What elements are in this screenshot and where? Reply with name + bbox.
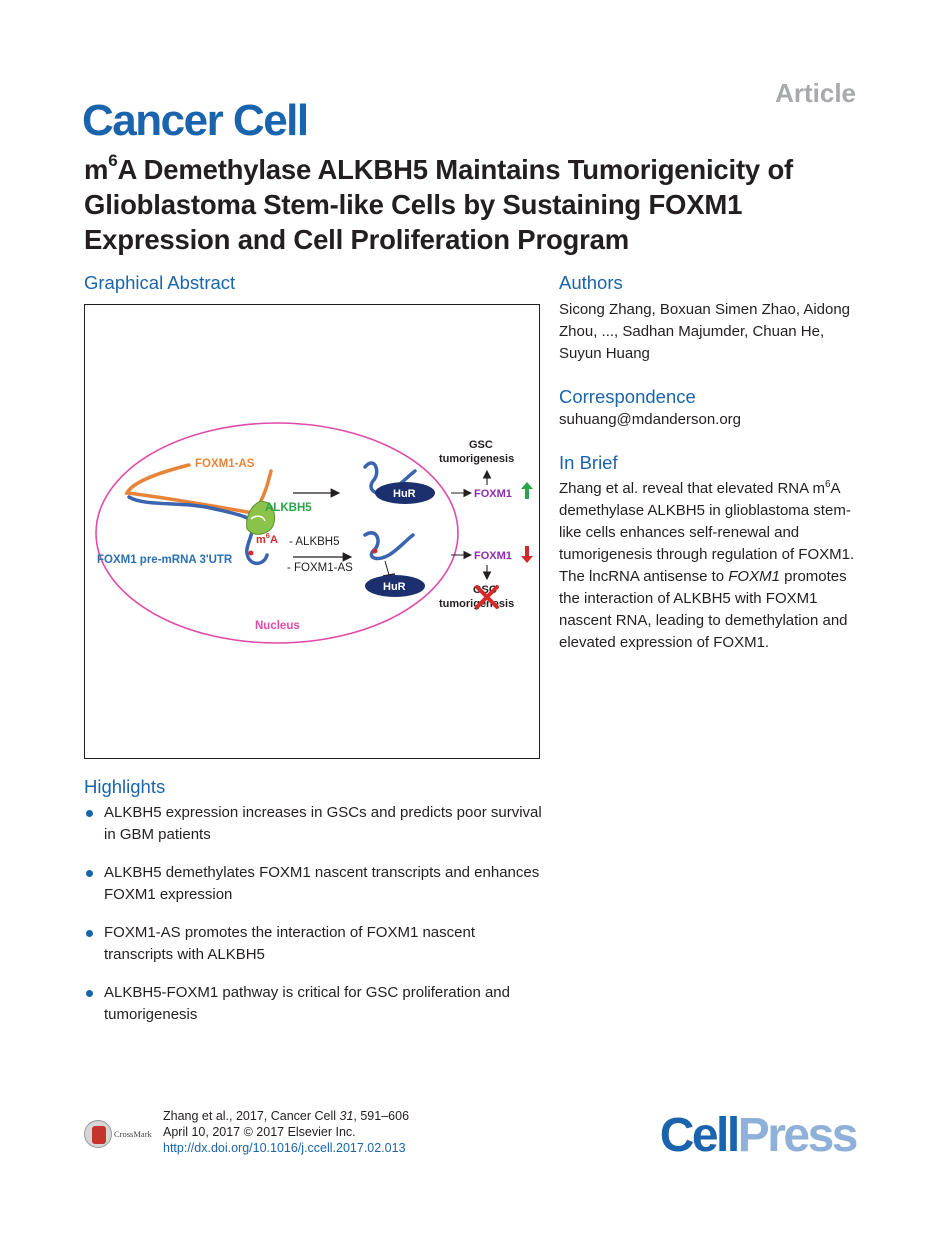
foxm1-as-label: FOXM1-AS xyxy=(195,458,255,470)
foxm1-up-label: FOXM1 xyxy=(474,488,512,500)
bullet-icon xyxy=(86,930,93,937)
article-type-label: Article xyxy=(775,78,856,108)
m6a-mark xyxy=(249,551,254,556)
gsc-bottom-line1: GSC xyxy=(473,584,497,596)
author-list: Sicong Zhang, Boxuan Simen Zhao, Aidong Zhou, ..., Sadhan Majumder, Chuan He, Suyun Huang xyxy=(559,301,851,362)
list-item: ALKBH5 demethylates FOXM1 nascent transcripts and enhances FOXM1 expression xyxy=(84,862,544,906)
citation-line: Zhang et al., 2017, Cancer Cell 31, 591–606 xyxy=(163,1109,410,1123)
correspondence-heading: Correspondence xyxy=(559,386,696,407)
gsc-top-line2: tumorigenesis xyxy=(439,453,515,465)
graphical-abstract-diagram xyxy=(85,305,541,760)
gsc-top-line1: GSC xyxy=(469,439,493,451)
citation-date: April 10, 2017 © 2017 Elsevier Inc. xyxy=(163,1125,356,1139)
in-brief-text: Zhang et al. reveal that elevated RNA $m^6A$ demethylase ALKBH5 in glioblastoma stem-like cells enhances self-renewal and tumorigenesis through regulation of FOXM1. The lncRNA antisense to FOXM1 promotes the interaction of ALKBH5 with FOXM1 nascent RNA, leading to demethylation and elevated expression of FOXM1. xyxy=(559,479,855,651)
correspondence-email[interactable]: suhuang@mdanderson.org xyxy=(559,411,742,428)
graphical-abstract-heading: Graphical Abstract xyxy=(84,272,236,293)
authors-heading: Authors xyxy=(559,272,623,293)
foxm1-mrna-bottom xyxy=(365,533,413,559)
m6a-label: $m^6A$ xyxy=(256,531,278,546)
bullet-icon xyxy=(86,810,93,817)
nucleus-label: Nucleus xyxy=(255,620,300,632)
highlights-heading: Highlights xyxy=(84,776,166,797)
article-title: $m^6A$ Demethylase ALKBH5 Maintains Tumorigenicity of Glioblastoma Stem-like Cells by Sustaining FOXM1 Expression and Cell Proliferation Program xyxy=(84,150,794,255)
foxm1-down-label: FOXM1 xyxy=(474,550,512,562)
hur-label-top: HuR xyxy=(393,488,416,500)
journal-name: Cancer Cell xyxy=(82,96,308,145)
minus-foxm1-as-label: - FOXM1-AS xyxy=(287,562,353,574)
highlights-list xyxy=(84,802,544,1042)
crossmark-label: CrossMark xyxy=(114,1129,152,1139)
list-item: ALKBH5 expression increases in GSCs and predicts poor survival in GBM patients xyxy=(84,802,544,846)
crossmark-logo[interactable] xyxy=(84,1120,158,1150)
down-arrow-icon xyxy=(521,546,533,563)
in-brief-heading: In Brief xyxy=(559,452,618,473)
hur-label-bottom: HuR xyxy=(383,581,406,593)
citation-block xyxy=(163,1108,409,1156)
graphical-abstract-figure xyxy=(84,304,540,759)
doi-link[interactable]: http://dx.doi.org/10.1016/j.ccell.2017.02.013 xyxy=(163,1141,406,1155)
up-arrow-icon xyxy=(521,482,533,499)
list-item: FOXM1-AS promotes the interaction of FOXM1 nascent transcripts with ALKBH5 xyxy=(84,922,544,966)
minus-alkbh5-label: - ALKBH5 xyxy=(289,536,340,548)
bullet-icon xyxy=(86,870,93,877)
crossmark-icon xyxy=(84,1120,112,1148)
cellpress-logo: CellPress xyxy=(659,1109,856,1162)
alkbh5-label: ALKBH5 xyxy=(265,502,312,514)
list-item: ALKBH5-FOXM1 pathway is critical for GSC proliferation and tumorigenesis xyxy=(84,982,544,1026)
gsc-bottom-line2: tumorigenesis xyxy=(439,598,515,610)
bullet-icon xyxy=(86,990,93,997)
pre-mrna-label: FOXM1 pre-mRNA 3'UTR xyxy=(97,554,233,566)
nucleus-membrane xyxy=(96,423,458,643)
